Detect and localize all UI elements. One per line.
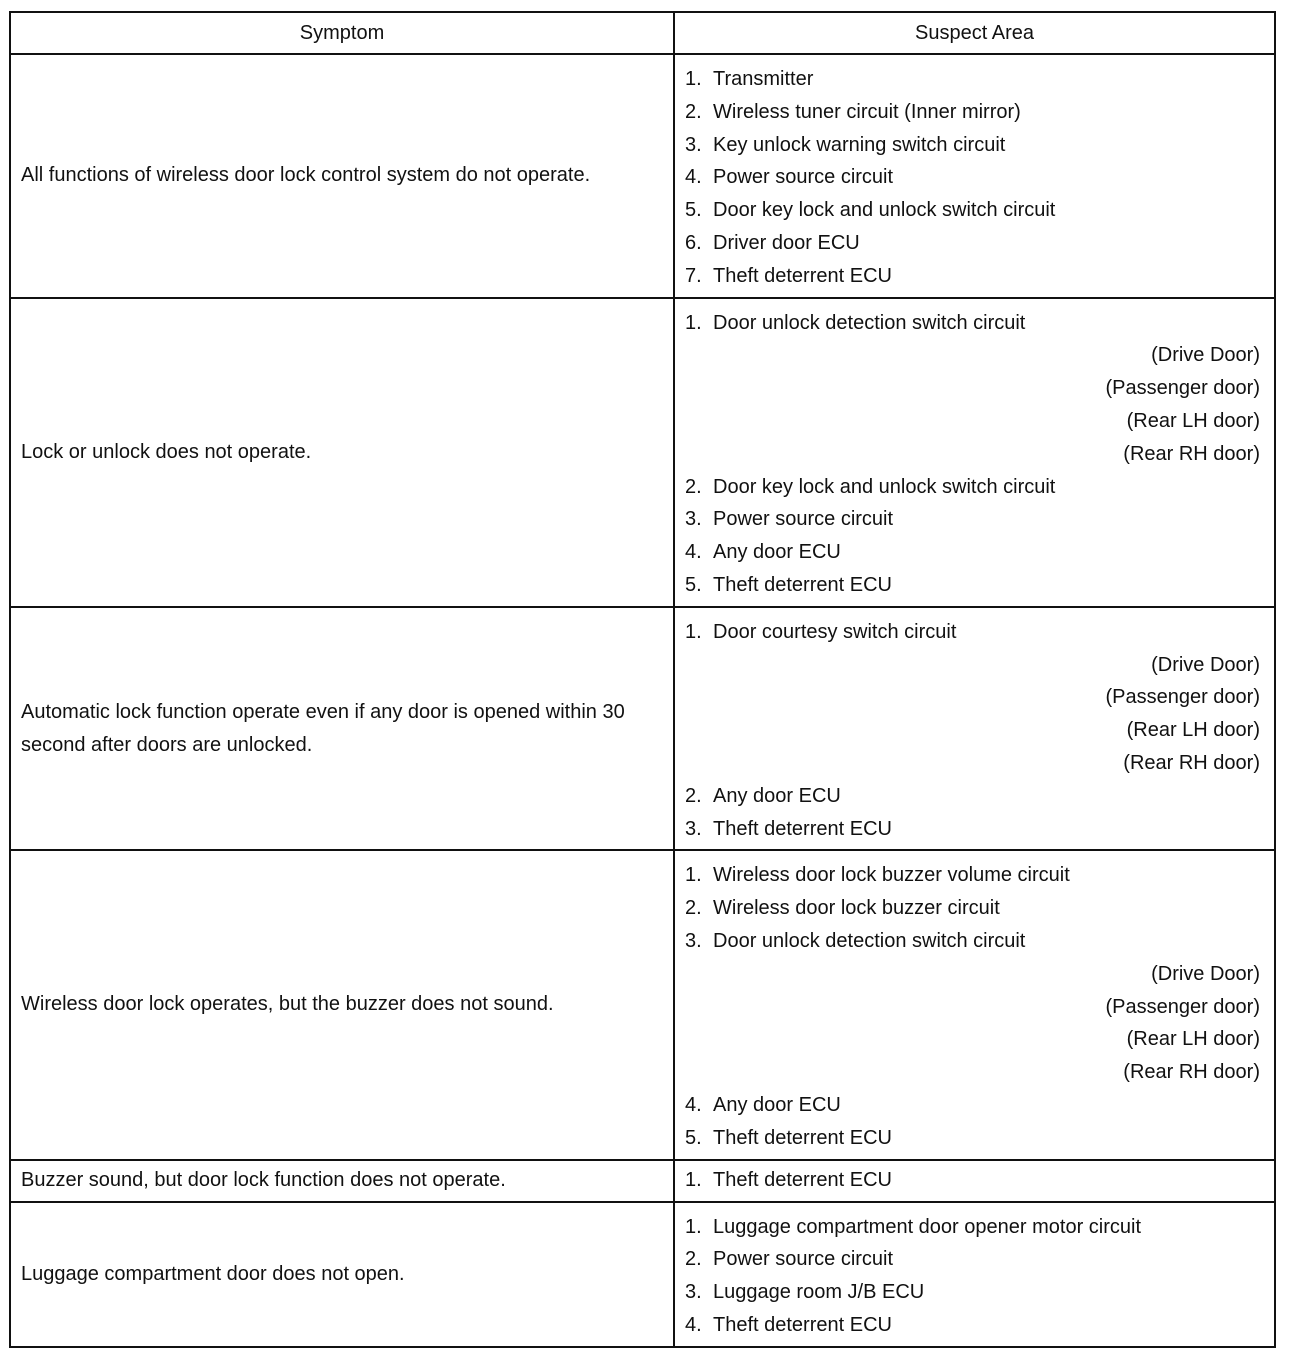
suspect-item-text: Power source circuit [713,166,894,189]
suspect-area-cell [674,850,1275,1159]
suspect-item-text: Power source circuit [713,1248,894,1271]
suspect-list [685,1164,1260,1197]
suspect-item-text: (Passenger door) [1105,995,1260,1018]
suspect-item-number: 4. [685,166,702,189]
suspect-item-number: 3. [685,508,702,531]
suspect-item-number: 1. [685,620,702,643]
table-row [10,1202,1275,1347]
suspect-subitem [685,958,1260,991]
suspect-area-cell [674,1202,1275,1347]
suspect-item [685,1309,1260,1342]
suspect-item-text: (Passenger door) [1105,377,1260,400]
suspect-list [685,63,1260,293]
symptom-cell: All functions of wireless door lock control system do not operate. [10,54,674,298]
suspect-subitem [685,372,1260,405]
suspect-item-text: Power source circuit [713,508,894,531]
suspect-item-text: Theft deterrent ECU [713,1313,892,1336]
suspect-subitem [685,1056,1260,1089]
suspect-item-text: Theft deterrent ECU [713,1169,892,1192]
suspect-item-text: (Rear RH door) [1123,751,1260,774]
suspect-item-number: 4. [685,1313,702,1336]
suspect-item [685,260,1260,293]
suspect-item-text: Driver door ECU [713,231,860,254]
suspect-item-number: 2. [685,784,702,807]
suspect-item-text: (Drive Door) [1151,344,1260,367]
suspect-item-number: 1. [685,68,702,90]
suspect-list [685,307,1260,602]
suspect-item [685,471,1260,504]
suspect-item-text: Theft deterrent ECU [713,817,892,840]
suspect-subitem [685,747,1260,780]
suspect-item [685,1122,1260,1155]
suspect-item-text: Door unlock detection switch circuit [713,311,1026,334]
suspect-item-number: 2. [685,1248,702,1271]
suspect-subitem [685,714,1260,747]
suspect-subitem [685,339,1260,372]
suspect-item-text: Wireless door lock buzzer volume circuit [713,864,1070,887]
suspect-item-text: Door unlock detection switch circuit [713,929,1026,952]
suspect-list [685,859,1260,1154]
suspect-item-text: Theft deterrent ECU [713,573,892,596]
symptom-cell: Luggage compartment door does not open. [10,1202,674,1347]
suspect-item-text: (Rear RH door) [1123,1061,1260,1084]
suspect-item-text: Any door ECU [713,784,841,807]
table-body [10,54,1275,1347]
suspect-area-cell [674,298,1275,607]
suspect-item-text: (Passenger door) [1105,686,1260,709]
suspect-item-text: Transmitter [713,68,814,90]
suspect-item [685,616,1260,649]
suspect-item-number: 5. [685,1126,702,1149]
problem-symptoms-table [9,11,1276,1348]
suspect-item-number: 2. [685,897,702,920]
table-row [10,54,1275,298]
suspect-item-number: 3. [685,817,702,840]
suspect-item [685,892,1260,925]
suspect-item-text: Theft deterrent ECU [713,264,892,287]
suspect-item [685,859,1260,892]
suspect-item-number: 7. [685,264,702,287]
suspect-item-text: Door key lock and unlock switch circuit [713,199,1056,222]
suspect-item-text: Wireless door lock buzzer circuit [713,897,1000,920]
suspect-item-text: (Rear RH door) [1123,442,1260,465]
suspect-item-number: 4. [685,541,702,564]
suspect-item-text: Any door ECU [713,1093,841,1116]
suspect-item [685,96,1260,129]
suspect-item-text: (Drive Door) [1151,653,1260,676]
suspect-list [685,1211,1260,1342]
suspect-item [685,1211,1260,1244]
symptom-header: Symptom [10,12,674,54]
table-row [10,850,1275,1159]
suspect-item-text: Wireless tuner circuit (Inner mirror) [713,100,1021,123]
suspect-item [685,1164,1260,1197]
symptom-cell: Wireless door lock operates, but the buzzer does not sound. [10,850,674,1159]
table-row [10,1160,1275,1202]
suspect-item-number: 1. [685,1169,702,1192]
suspect-item-number: 2. [685,475,702,498]
suspect-area-cell [674,1160,1275,1202]
suspect-item [685,161,1260,194]
suspect-item [685,1089,1260,1122]
suspect-item [685,569,1260,602]
suspect-subitem [685,649,1260,682]
suspect-item-number: 5. [685,199,702,222]
suspect-item-number: 3. [685,929,702,952]
suspect-item-text: Key unlock warning switch circuit [713,133,1006,156]
suspect-item-text: Door courtesy switch circuit [713,620,957,643]
symptom-cell: Lock or unlock does not operate. [10,298,674,607]
suspect-item-number: 3. [685,1281,702,1304]
troubleshooting-sheet [9,11,1274,1348]
suspect-item-number: 5. [685,573,702,596]
suspect-subitem [685,405,1260,438]
suspect-item [685,780,1260,813]
suspect-item-text: Any door ECU [713,541,841,564]
suspect-item-text: Door key lock and unlock switch circuit [713,475,1056,498]
suspect-item-text: (Rear LH door) [1126,1028,1260,1051]
symptom-cell: Automatic lock function operate even if any door is opened within 30 second after doors are unlocked. [10,607,674,851]
suspect-item [685,503,1260,536]
symptom-cell: Buzzer sound, but door lock function does not operate. [10,1160,674,1202]
suspect-item-text: (Rear LH door) [1126,719,1260,742]
suspect-subitem [685,438,1260,471]
suspect-item [685,63,1260,96]
suspect-subitem [685,1023,1260,1056]
suspect-item [685,1276,1260,1309]
suspect-subitem [685,681,1260,714]
suspect-item [685,925,1260,958]
suspect-item [685,307,1260,340]
suspect-item-text: Luggage room J/B ECU [713,1281,925,1304]
suspect-area-cell [674,607,1275,851]
suspect-item [685,194,1260,227]
suspect-item-text: (Rear LH door) [1126,409,1260,432]
suspect-item-number: 3. [685,133,702,156]
suspect-item [685,1243,1260,1276]
suspect-item-text: Theft deterrent ECU [713,1126,892,1149]
suspect-item-number: 1. [685,1215,702,1238]
suspect-item [685,129,1260,162]
suspect-item-number: 6. [685,231,702,254]
table-row [10,298,1275,607]
suspect-item-number: 1. [685,311,702,334]
suspect-item-text: Luggage compartment door opener motor circuit [713,1215,1142,1238]
suspect-list [685,616,1260,846]
suspect-subitem [685,991,1260,1024]
suspect-item-number: 4. [685,1093,702,1116]
suspect-item [685,227,1260,260]
suspect-area-cell [674,54,1275,298]
suspect-item [685,813,1260,846]
suspect-item [685,536,1260,569]
suspect-item-number: 2. [685,100,702,123]
suspect-item-text: (Drive Door) [1151,962,1260,985]
suspect-item-number: 1. [685,864,702,887]
table-header-row [10,12,1275,54]
suspect-area-header: Suspect Area [674,12,1275,54]
table-row [10,607,1275,851]
